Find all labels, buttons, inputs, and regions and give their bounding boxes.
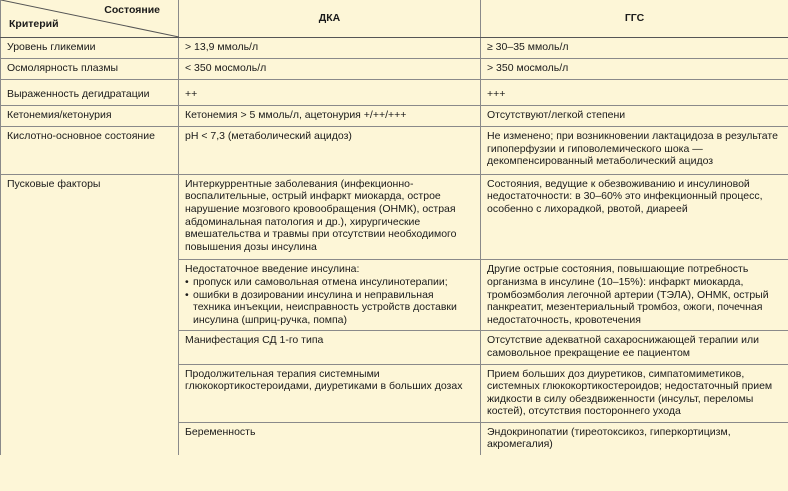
dka-cell: < 350 мосмоль/л [179, 59, 481, 80]
column-header-ggs: ГГС [481, 0, 788, 38]
dka-cell: Продолжительная терапия системными глюкокортикостероидами, диуретиками в больших дозах [179, 364, 481, 422]
ggs-cell: Прием больших доз диуретиков, симпатомиметиков, системных глюкокортикостероидов; недостаточный прием жидкости в силу обездвиженности (инсульт, переломы костей), отсутствия постороннего ухода [481, 364, 788, 422]
criterion-cell: Кислотно-основное состояние [1, 127, 179, 175]
ggs-cell: Отсутствие адекватной сахароснижающей терапии или самовольное прекращение ее пациентом [481, 331, 788, 364]
dka-cell: > 13,9 ммоль/л [179, 38, 481, 59]
ggs-cell: Другие острые состояния, повышающие потребность организма в инсулине (10–15%): инфаркт миокарда, тромбоэмболия легочной артерии (ТЭЛА), ОНМК, острый панкреатит, мезентериальный тромбоз, ожоги, почечная недостаточность, кровотечения [481, 260, 788, 331]
criterion-cell: Пусковые факторы [1, 174, 179, 455]
ggs-cell: Эндокринопатии (тиреотоксикоз, гиперкортицизм, акромегалия) [481, 422, 788, 455]
dka-cell [179, 260, 481, 331]
dka-cell: Интеркуррентные заболевания (инфекционно-воспалительные, острый инфаркт миокарда, острое нарушение мозгового кровообращения (ОНМК), острая абдоминальная патология и др.), хирургические вмешательства и травмы при отсутствии необходимого повышения дозы инсулина [179, 174, 481, 260]
ggs-cell: Не изменено; при возникновении лактацидоза в результате гипоперфузии и гиповолемического шока — декомпенсированный метаболический ацидоз [481, 127, 788, 175]
criterion-label: Критерий [9, 18, 59, 31]
criterion-cell: Выраженность дегидратации [1, 80, 179, 106]
state-label: Состояние [104, 4, 160, 16]
header-row [1, 0, 788, 38]
dka-cell: Беременность [179, 422, 481, 455]
dka-bullet-list [185, 276, 474, 326]
table-row [1, 106, 788, 127]
header-diagonal-cell [1, 0, 179, 38]
criterion-cell: Уровень гликемии [1, 38, 179, 59]
column-header-dka: ДКА [179, 0, 481, 38]
table-row [1, 80, 788, 106]
ggs-cell: ≥ 30–35 ммоль/л [481, 38, 788, 59]
ggs-cell: > 350 мосмоль/л [481, 59, 788, 80]
list-item: • ошибки в дозировании инсулина и неправильная техника инъекции, неисправность устройств доставки инсулина (шприц-ручка, помпа) [185, 289, 474, 327]
list-item: • пропуск или самовольная отмена инсулинотерапии; [185, 276, 474, 289]
table-row [1, 174, 788, 260]
criterion-cell: Кетонемия/кетонурия [1, 106, 179, 127]
criterion-cell: Осмолярность плазмы [1, 59, 179, 80]
dka-list-title: Недостаточное введение инсулина: [185, 263, 360, 276]
ggs-cell: Состояния, ведущие к обезвоживанию и инсулиновой недостаточности: в 30–60% это инфекционный процесс, особенно с лихорадкой, рвотой, диареей [481, 174, 788, 260]
dka-cell: Манифестация СД 1-го типа [179, 331, 481, 364]
table-row [1, 38, 788, 59]
table-row [1, 127, 788, 175]
dka-cell: ++ [179, 80, 481, 106]
dka-cell: pH < 7,3 (метаболический ацидоз) [179, 127, 481, 175]
dka-cell: Кетонемия > 5 ммоль/л, ацетонурия +/++/+++ [179, 106, 481, 127]
ggs-cell: Отсутствуют/легкой степени [481, 106, 788, 127]
table-row [1, 59, 788, 80]
ggs-cell: +++ [481, 80, 788, 106]
